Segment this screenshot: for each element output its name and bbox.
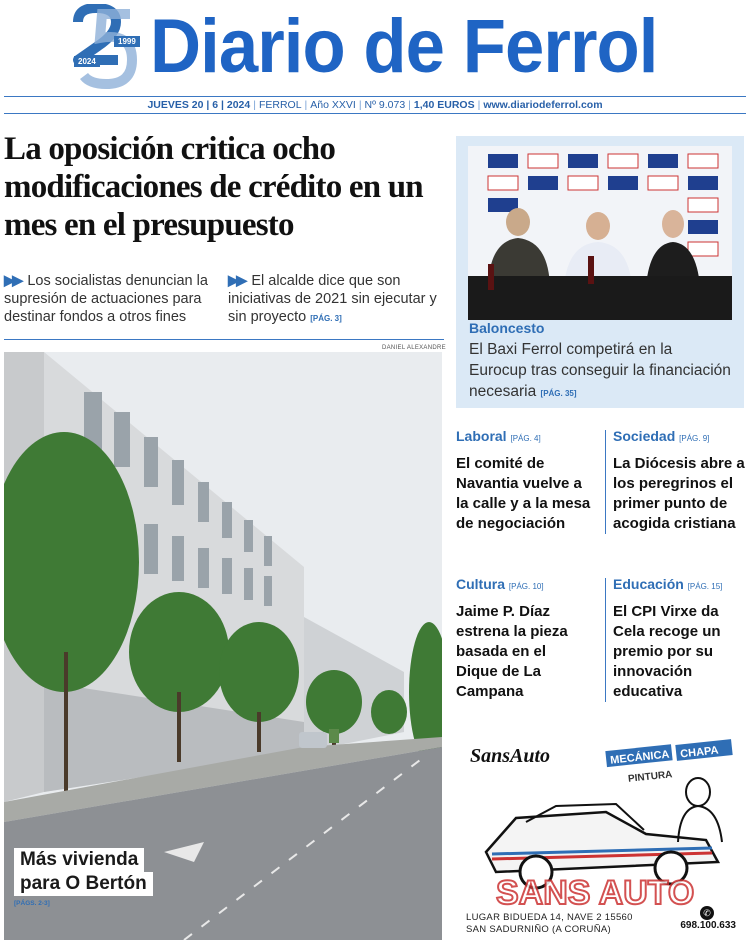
brief-headline: El CPI Virxe da Cela recoge un premio por su innovación educativa bbox=[613, 603, 721, 700]
ad-service-pintura: PINTURA bbox=[627, 769, 673, 785]
issue-number: Nº 9.073 bbox=[364, 99, 406, 111]
main-photo-caption-line-1: Más vivienda bbox=[14, 848, 144, 872]
brief-sociedad[interactable] bbox=[613, 428, 748, 534]
sport-kicker: Baloncesto bbox=[469, 320, 545, 336]
lead-subhead-1 bbox=[4, 272, 216, 326]
dateline: JUEVES 20 | 6 | 2024 | FERROL | Año XXVI | Nº 9.073 | 1,40 EUROS | www.diariodeferrol.com bbox=[4, 96, 746, 114]
main-photo-page-ref[interactable]: [PÁGS. 2-3] bbox=[14, 900, 50, 907]
column-rule bbox=[605, 430, 606, 534]
ad-service-chapa: CHAPA bbox=[679, 744, 720, 761]
ad-brand: SansAuto bbox=[470, 745, 551, 767]
ad-brand-large: SANS AUTO bbox=[496, 874, 695, 908]
brief-headline: El comité de Navantia vuelve a la calle y a la mesa de negociación bbox=[456, 455, 591, 532]
sport-page-ref[interactable]: [PÁG. 35] bbox=[540, 389, 577, 398]
ad-address bbox=[466, 912, 633, 936]
anniversary-25-icon bbox=[72, 4, 142, 90]
double-arrow-icon: ▶▶ bbox=[228, 273, 245, 289]
ad-service-mecanica: MECÁNICA bbox=[609, 748, 670, 767]
website-link[interactable]: www.diariodeferrol.com bbox=[483, 99, 603, 111]
brief-headline: La Diócesis abre a los peregrinos el primer punto de acogida cristiana bbox=[613, 455, 745, 532]
lead-subhead-2 bbox=[228, 272, 440, 328]
newspaper-title[interactable]: Diario de Ferrol bbox=[150, 4, 658, 89]
issue-city: FERROL bbox=[258, 99, 302, 111]
column-rule bbox=[605, 578, 606, 702]
phone-icon: ✆ bbox=[700, 906, 714, 920]
brief-kicker: Laboral bbox=[456, 428, 507, 444]
lead-subhead-2-text: El alcalde dice que son iniciativas de 2021 sin ejecutar y sin proyecto bbox=[228, 273, 437, 325]
brief-headline: Jaime P. Díaz estrena la pieza basada en el Dique de La Campana bbox=[456, 603, 568, 700]
issue-price: 1,40 EUROS bbox=[413, 99, 475, 111]
brief-page-ref[interactable]: [PÁG. 10] bbox=[508, 582, 544, 591]
masthead bbox=[0, 0, 750, 94]
lead-headline[interactable]: La oposición critica ocho modificaciones de crédito en un mes en el presupuesto bbox=[4, 131, 423, 243]
brief-laboral[interactable] bbox=[456, 428, 591, 534]
divider bbox=[4, 339, 444, 340]
brief-page-ref[interactable]: [PÁG. 4] bbox=[510, 434, 541, 443]
press-conference-image bbox=[468, 146, 732, 320]
advertisement[interactable] bbox=[456, 722, 744, 940]
main-photo-caption-line-2: para O Bertón bbox=[14, 872, 153, 896]
double-arrow-icon: ▶▶ bbox=[4, 273, 21, 289]
brief-educacion[interactable] bbox=[613, 576, 748, 702]
main-photo-caption[interactable] bbox=[14, 848, 153, 907]
brief-kicker: Educación bbox=[613, 576, 684, 592]
brief-kicker: Cultura bbox=[456, 576, 505, 592]
brief-page-ref[interactable]: [PÁG. 9] bbox=[679, 434, 710, 443]
ad-address-line-1: LUGAR BIDUEDA 14, NAVE 2 15560 bbox=[466, 912, 633, 923]
issue-date: JUEVES 20 | 6 | 2024 bbox=[147, 99, 251, 111]
sport-headline-text: El Baxi Ferrol competirá en la Eurocup tras conseguir la financiación necesaria bbox=[469, 341, 731, 400]
issue-year: Año XXVI bbox=[310, 99, 356, 111]
sport-headline[interactable] bbox=[469, 339, 731, 404]
sport-photo bbox=[468, 146, 732, 320]
brief-cultura[interactable] bbox=[456, 576, 591, 702]
lead-page-ref[interactable]: [PÁG. 3] bbox=[310, 314, 342, 323]
lead-subhead-1-text: Los socialistas denuncian la supresión de actuaciones para destinar fondos a otros fines bbox=[4, 273, 208, 325]
anniversary-year-start: 1999 bbox=[114, 36, 140, 47]
brief-page-ref[interactable]: [PÁG. 15] bbox=[687, 582, 723, 591]
ad-phone[interactable]: 698.100.633 bbox=[680, 920, 736, 931]
anniversary-year-end: 2024 bbox=[74, 56, 100, 67]
anniversary-logo bbox=[72, 4, 142, 90]
brief-kicker: Sociedad bbox=[613, 428, 676, 444]
main-photo-credit: DANIEL ALEXANDRE bbox=[382, 345, 446, 351]
ad-address-line-2: SAN SADURNIÑO (A CORUÑA) bbox=[466, 924, 611, 935]
sansauto-ad-image bbox=[456, 722, 744, 908]
